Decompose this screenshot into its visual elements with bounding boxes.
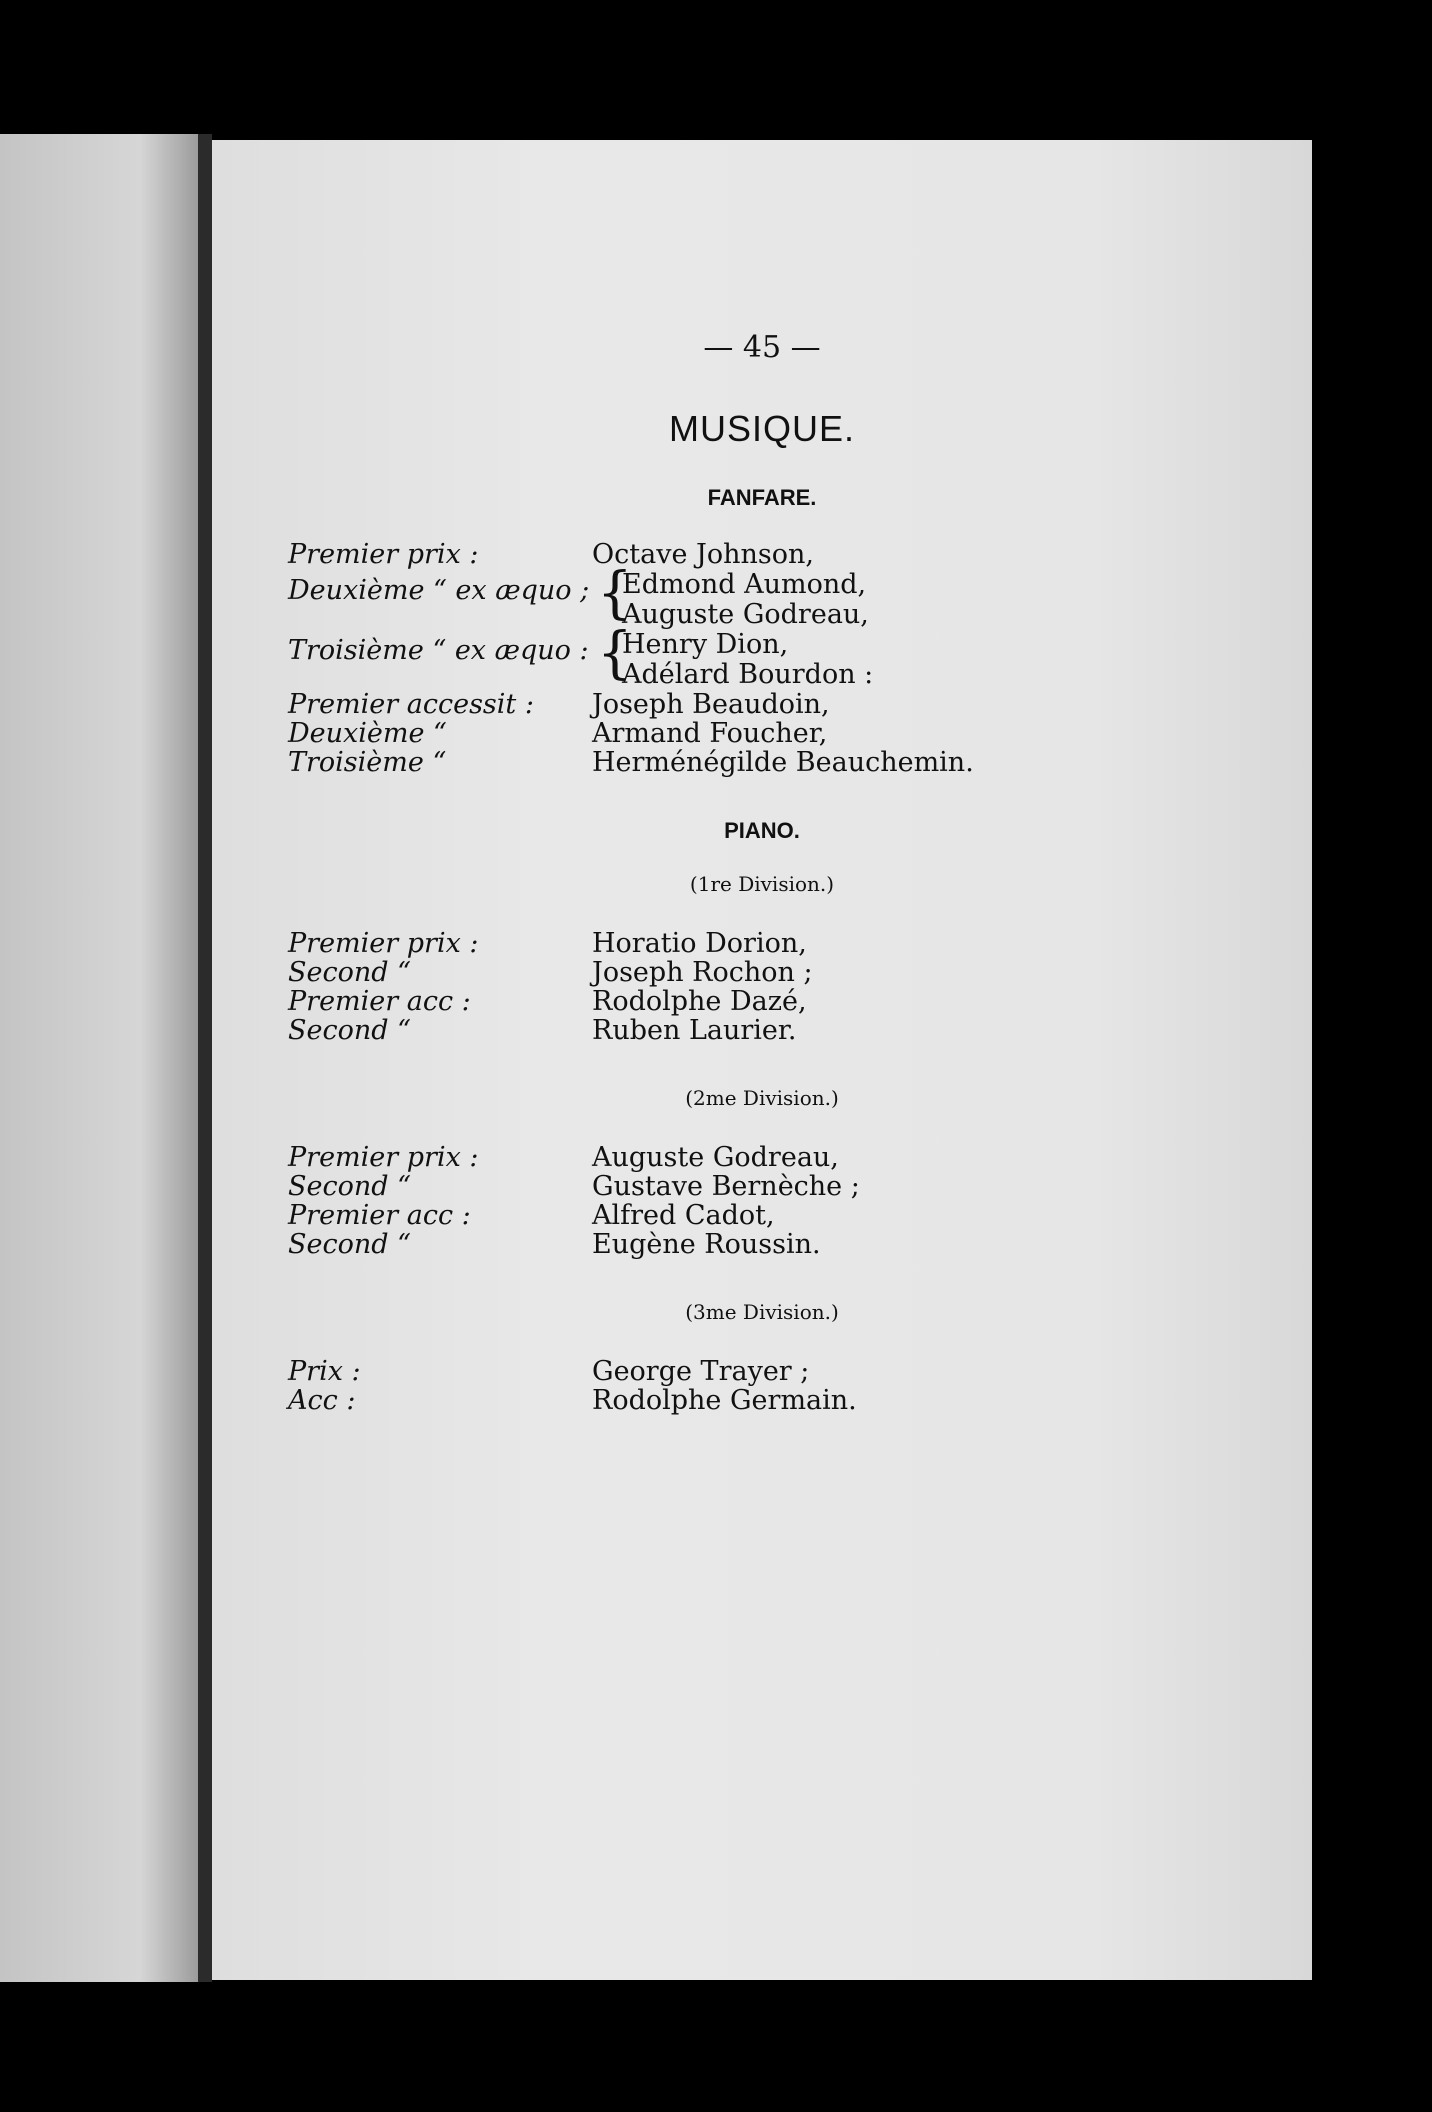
list-item: [212, 539, 1312, 571]
brace-mark: {: [597, 561, 633, 626]
list-item: [212, 928, 1312, 960]
student-name: Herménégilde Beauchemin.: [592, 747, 974, 778]
prize-label: Deuxième “ ex æquo ;: [288, 575, 590, 606]
prize-label: Premier acc :: [288, 986, 471, 1017]
page-number: — 45 —: [703, 330, 821, 365]
list-item: [212, 629, 1312, 666]
list-item: [212, 599, 1312, 631]
list-item: [212, 1142, 1312, 1174]
student-name: Adélard Bourdon :: [622, 659, 874, 690]
list-item: [212, 689, 1312, 721]
student-name: Eugène Roussin.: [592, 1229, 821, 1260]
list-item: [212, 569, 1312, 606]
book-spine: [198, 134, 212, 1982]
student-name: Joseph Beaudoin,: [592, 689, 830, 720]
section-heading-piano: PIANO.: [724, 818, 800, 843]
prize-label: Troisième “: [288, 747, 447, 778]
left-page-edge: [0, 134, 200, 1982]
student-name: Auguste Godreau,: [622, 599, 869, 630]
document-page: [212, 140, 1312, 1980]
prize-label: Premier prix :: [288, 1142, 479, 1173]
student-name: Horatio Dorion,: [592, 928, 807, 959]
prize-label: Prix :: [288, 1356, 361, 1387]
prize-label: Second “: [288, 1171, 411, 1202]
prize-label: Troisième “ ex æquo :: [288, 635, 589, 666]
student-name: Armand Foucher,: [592, 718, 828, 749]
list-item: [212, 1171, 1312, 1203]
student-name: Edmond Aumond,: [622, 569, 867, 600]
list-item: [212, 1015, 1312, 1047]
list-item: [212, 1385, 1312, 1417]
list-item: [212, 1229, 1312, 1261]
prize-label: Second “: [288, 957, 411, 988]
prize-label: Premier acc :: [288, 1200, 471, 1231]
prize-label: Second “: [288, 1229, 411, 1260]
student-name: Auguste Godreau,: [592, 1142, 839, 1173]
list-item: [212, 1356, 1312, 1388]
prize-label: Premier prix :: [288, 928, 479, 959]
division-title: (2me Division.): [685, 1086, 839, 1110]
brace-mark: {: [597, 621, 633, 686]
student-name: Rodolphe Dazé,: [592, 986, 807, 1017]
prize-label: Acc :: [288, 1385, 356, 1416]
prize-label: Deuxième “: [288, 718, 447, 749]
list-item: [212, 718, 1312, 750]
student-name: Gustave Bernèche ;: [592, 1171, 860, 1202]
prize-label: Premier accessit :: [288, 689, 534, 720]
student-name: Rodolphe Germain.: [592, 1385, 857, 1416]
division-title: (3me Division.): [685, 1300, 839, 1324]
student-name: George Trayer ;: [592, 1356, 810, 1387]
student-name: Ruben Laurier.: [592, 1015, 797, 1046]
prize-label: Second “: [288, 1015, 411, 1046]
list-item: [212, 986, 1312, 1018]
student-name: Henry Dion,: [622, 629, 789, 660]
division-title: (1re Division.): [689, 872, 835, 896]
list-item: [212, 659, 1312, 691]
prize-label: Premier prix :: [288, 539, 479, 570]
student-name: Joseph Rochon ;: [592, 957, 813, 988]
list-item: [212, 747, 1312, 779]
student-name: Alfred Cadot,: [592, 1200, 775, 1231]
list-item: [212, 957, 1312, 989]
list-item: [212, 1200, 1312, 1232]
student-name: Octave Johnson,: [592, 539, 814, 570]
section-heading-fanfare: FANFARE.: [707, 485, 817, 510]
page-title: MUSIQUE.: [668, 408, 855, 449]
